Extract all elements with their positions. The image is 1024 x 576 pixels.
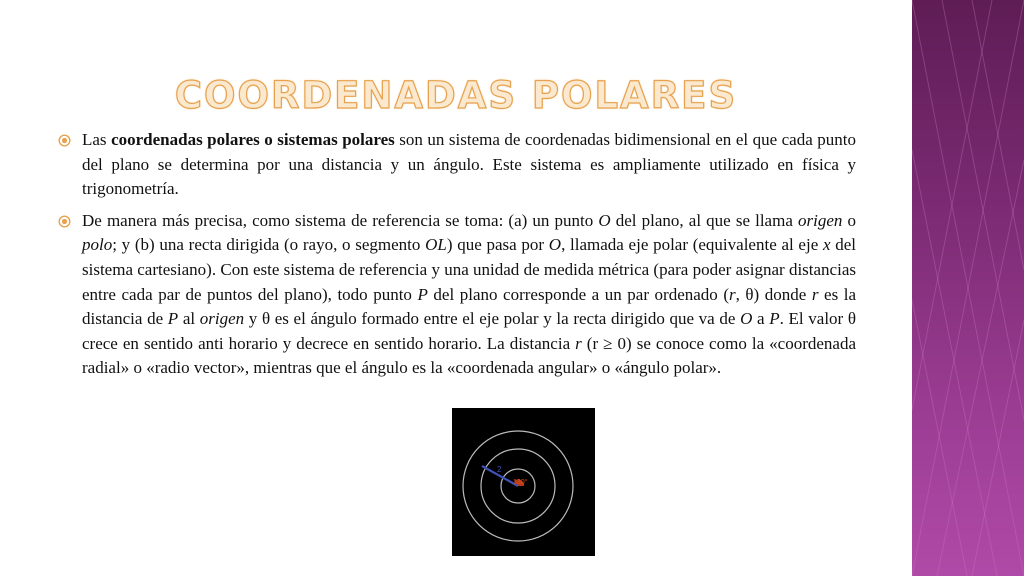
paragraph-text-segment: De manera más precisa, como sistema de referencia se toma: (a) un punto [82,210,599,230]
paragraph-text-segment: O [598,210,611,230]
paragraph-text-segment: P [417,284,428,304]
paragraph-text-segment: , llamada eje polar (equivalente al eje [561,235,823,255]
paragraph-text-segment: origen [798,210,843,230]
paragraph-text-segment: del plano, al que se llama [610,210,798,230]
paragraph-text-segment: o [842,210,857,230]
paragraph-text-segment: es la distancia de [82,284,856,329]
paragraph-text-segment: a [752,309,770,329]
paragraph-text-segment: polo [82,235,113,255]
paragraph-text-segment: Las [82,130,112,149]
paragraph-text-segment: ) que pasa por [446,235,549,255]
paragraph-text-segment: r [729,284,736,304]
paragraph-text-segment: O [548,235,562,255]
circled-dot-bullet-icon [58,134,71,147]
paragraph-text-segment: al [178,309,200,329]
decorative-side-band [912,0,1024,576]
paragraph-text-segment: P [167,309,179,329]
polar-coordinates-figure [452,408,595,556]
paragraph-text-segment: P [769,309,780,329]
paragraph-text-segment: coordenadas polares o sistemas polares [111,130,395,149]
slide-title: COORDENADAS POLARES [174,74,738,117]
paragraph-text-segment: , θ) donde [735,284,812,304]
paragraph-text-segment: O [740,309,753,329]
paragraph-text-segment: origen [199,309,245,329]
paragraph-text-segment: (r ≥ 0) se conoce como la «coordenada radial» o «radio vector», mientras que el ángulo es la «coordenada angular» o «ángulo polar». [82,333,856,378]
bullet-paragraph [58,209,856,381]
paragraph-text-segment: OL [425,235,447,255]
paragraph-text-segment: del plano corresponde a un par ordenado ( [427,284,729,304]
circled-dot-bullet-icon [58,215,71,228]
bullet-paragraph [58,128,856,202]
paragraph-text-segment: . El valor θ crece en sentido anti horario y decrece en sentido horario. La distancia [82,309,856,353]
slide-body [58,128,856,388]
paragraph-text-segment: y θ es el ángulo formado entre el eje polar y la recta dirigido que va de [244,309,741,329]
paragraph-text-segment: x [822,235,831,255]
paragraph-text-segment: ; y (b) una recta dirigida (o rayo, o segmento [112,235,426,255]
angle-label: 130° [513,479,528,486]
paragraph-text-segment: del sistema cartesiano). Con este sistema de referencia y una unidad de medida métrica (para poder asignar distancias entre cada par de puntos del plano), todo punto [82,235,856,304]
paragraph-text-segment: r [811,284,819,304]
paragraph-text-segment: r [575,333,582,353]
paragraph-text-segment: son un sistema de coordenadas bidimensional en el que cada punto del plano se determina por una distancia y un ángulo. Este sistema es ampliamente utilizado en física y trigonometría. [82,130,857,199]
radius-label: 2 [497,465,502,474]
